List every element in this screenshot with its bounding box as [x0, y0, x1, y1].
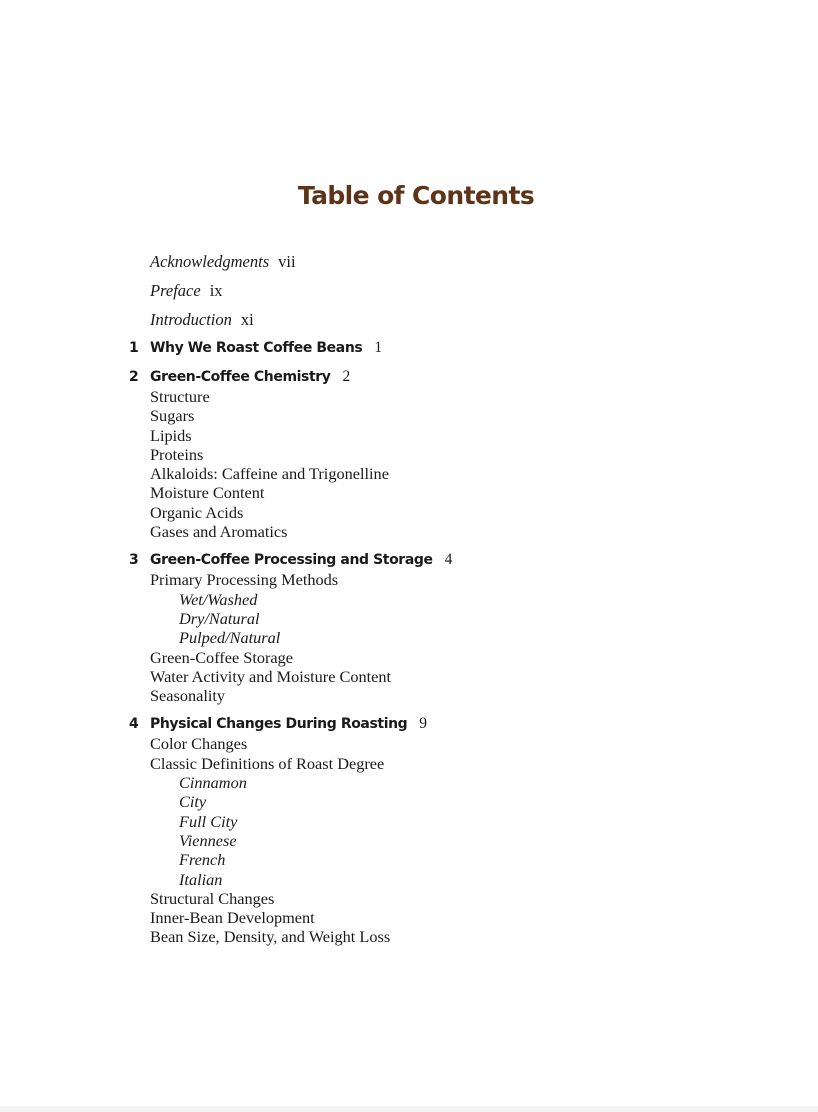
section-entry: Green-Coffee Storage [150, 647, 294, 667]
entry-page: xi [240, 310, 254, 329]
subsection-entry: Italian [179, 869, 223, 889]
table-of-contents [129, 251, 750, 956]
chapter-list [129, 338, 750, 947]
chapter-title: Green-Coffee Chemistry [150, 369, 331, 385]
front-matter-list [150, 251, 750, 338]
chapter-heading [129, 550, 750, 570]
chapter-entry [129, 338, 750, 358]
front-matter-entry [150, 280, 750, 309]
front-matter-entry [150, 309, 750, 338]
chapter-title: Green-Coffee Processing and Storage [150, 552, 433, 569]
section-entry: Classic Definitions of Roast Degree [150, 753, 385, 773]
subsection-entry: Wet/Washed [179, 589, 258, 609]
chapter-page-number: 2 [342, 368, 351, 385]
section-entry: Seasonality [150, 686, 226, 706]
chapter-page-number: 4 [444, 551, 453, 569]
subsection-entry: Full City [179, 811, 238, 831]
section-entry: Alkaloids: Caffeine and Trigonelline [150, 464, 389, 484]
chapter-title: Physical Changes During Roasting [150, 716, 408, 733]
entry-title: Acknowledgments [150, 252, 270, 271]
chapter-heading [129, 714, 750, 734]
subsection-entry: Cinnamon [179, 773, 247, 793]
section-entry: Bean Size, Density, and Weight Loss [150, 927, 391, 947]
subsection-entry: City [179, 792, 207, 812]
entry-title: Preface [150, 281, 201, 300]
section-entry: Structure [150, 387, 210, 406]
front-matter-entry [150, 251, 750, 280]
section-entry: Moisture Content [150, 483, 265, 503]
section-entry: Color Changes [150, 734, 248, 754]
section-entry: Sugars [150, 406, 195, 426]
subsection-entry: Viennese [179, 830, 237, 850]
chapter-number: 4 [129, 716, 139, 733]
section-entry: Lipids [150, 425, 192, 445]
chapter-page-number: 9 [419, 715, 428, 733]
chapter-title: Why We Roast Coffee Beans [150, 340, 363, 356]
page-title: Table of Contents [297, 181, 535, 210]
subsection-entry: Pulped/Natural [179, 628, 281, 648]
subsection-entry: Dry/Natural [179, 608, 260, 628]
section-entry: Organic Acids [150, 502, 244, 522]
chapter-number: 1 [129, 340, 139, 356]
section-entry: Gases and Aromatics [150, 522, 288, 542]
section-entry: Proteins [150, 444, 204, 464]
section-entry: Water Activity and Moisture Content [150, 666, 392, 686]
entry-page: ix [209, 281, 223, 300]
section-entry: Structural Changes [150, 888, 275, 908]
entry-title: Introduction [150, 310, 232, 329]
chapter-entry [129, 550, 750, 706]
entry-page: vii [278, 252, 296, 271]
subsection-entry: French [179, 850, 226, 870]
chapter-heading [129, 367, 750, 387]
chapter-page-number: 1 [374, 339, 383, 356]
chapter-number: 3 [129, 552, 139, 569]
page-edge [0, 1106, 818, 1112]
section-entry: Inner-Bean Development [150, 908, 315, 928]
chapter-number: 2 [129, 369, 139, 385]
chapter-entry [129, 367, 750, 542]
section-entry: Primary Processing Methods [150, 570, 339, 590]
chapter-entry [129, 714, 750, 947]
chapter-heading [129, 338, 750, 358]
